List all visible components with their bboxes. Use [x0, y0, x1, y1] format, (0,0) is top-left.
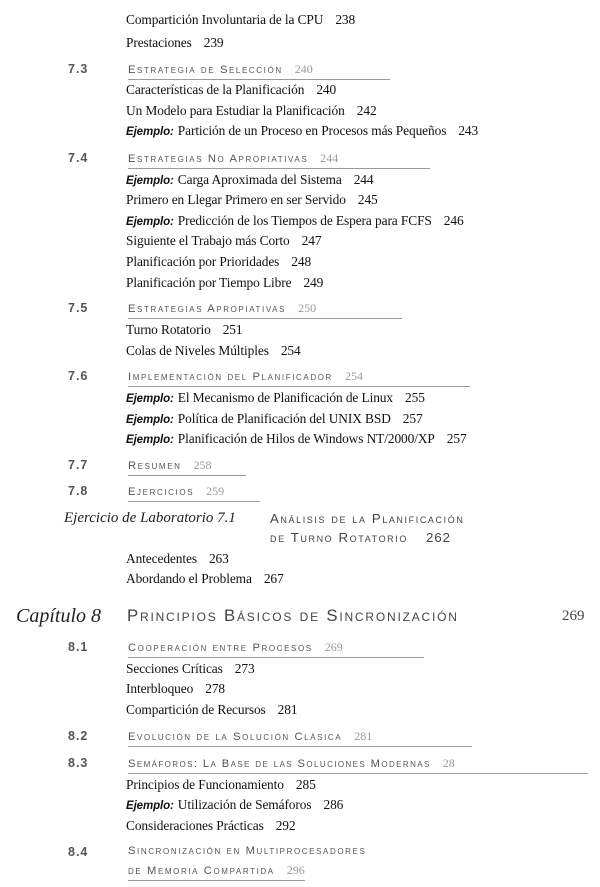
entry-page: 285 [295, 777, 316, 792]
toc-entry[interactable] [126, 322, 242, 338]
section-heading[interactable] [128, 369, 470, 387]
entry-text: Turno Rotatorio [126, 322, 211, 337]
section-heading[interactable] [128, 729, 472, 747]
example-label: Ejemplo: [126, 126, 174, 138]
section-title: Evolución de la Solución Clásica [128, 731, 343, 743]
toc-entry[interactable] [126, 818, 295, 834]
entry-text: El Mecanismo de Planificación de Linux [177, 390, 393, 405]
chapter-page: 269 [562, 608, 585, 624]
example-label: Ejemplo: [126, 216, 174, 228]
entry-text: Características de la Planificación [126, 82, 305, 97]
section-number: 8.3 [68, 756, 89, 770]
example-label: Ejemplo: [126, 175, 174, 187]
toc-entry[interactable] [126, 431, 467, 447]
entry-text: Planificación por Tiempo Libre [126, 275, 292, 290]
entry-text: Abordando el Problema [126, 571, 252, 586]
entry-page: 246 [443, 213, 464, 228]
entry-text: Consideraciones Prácticas [126, 818, 264, 833]
entry-page: 292 [275, 818, 296, 833]
toc-entry[interactable] [126, 571, 284, 587]
lab-exercise-title-line2[interactable] [270, 530, 451, 545]
section-page: 240 [294, 62, 313, 76]
entry-page: 254 [280, 343, 301, 358]
section-number: 7.3 [68, 62, 89, 76]
entry-page: 243 [458, 123, 479, 138]
section-number: 8.4 [68, 845, 89, 859]
section-page: 259 [206, 484, 225, 498]
section-heading[interactable] [128, 640, 424, 658]
section-page: 281 [354, 729, 373, 743]
section-page: 254 [344, 369, 363, 383]
example-label: Ejemplo: [126, 393, 174, 405]
entry-page: 245 [357, 192, 378, 207]
section-title: Estrategias Apropiativas [128, 303, 287, 315]
section-number: 7.5 [68, 301, 89, 315]
entry-page: 239 [203, 35, 224, 50]
section-title: Estrategias No Apropiativas [128, 153, 309, 165]
section-page: 244 [320, 151, 339, 165]
toc-entry[interactable] [126, 343, 301, 359]
entry-text: Planificación de Hilos de Windows NT/2000/XP [177, 431, 435, 446]
entry-text: Partición de un Proceso en Procesos más Pequeños [177, 123, 447, 138]
entry-text: Política de Planificación del UNIX BSD [177, 411, 391, 426]
section-heading[interactable] [128, 301, 402, 319]
entry-text: Compartición Involuntaria de la CPU [126, 12, 324, 27]
lab-exercise-title-line1[interactable]: Análisis de la Planificación [270, 511, 465, 526]
entry-text: Secciones Críticas [126, 661, 223, 676]
entry-text: Compartición de Recursos [126, 702, 266, 717]
chapter-label: Capítulo 8 [16, 605, 102, 627]
entry-text: Interbloqueo [126, 681, 194, 696]
toc-entry[interactable] [126, 254, 311, 270]
entry-text: Un Modelo para Estudiar la Planificación [126, 103, 345, 118]
example-label: Ejemplo: [126, 434, 174, 446]
entry-text: Prestaciones [126, 35, 192, 50]
toc-entry[interactable] [126, 192, 378, 208]
entry-page: 238 [335, 12, 356, 27]
entry-page: 273 [234, 661, 255, 676]
section-number: 7.6 [68, 369, 89, 383]
entry-page: 257 [402, 411, 423, 426]
entry-text: Primero en Llegar Primero en ser Servido [126, 192, 346, 207]
entry-text: Principios de Funcionamiento [126, 777, 284, 792]
toc-entry[interactable] [126, 551, 229, 567]
section-heading-line2[interactable] [128, 863, 305, 881]
entry-page: 248 [291, 254, 312, 269]
section-page: 296 [286, 863, 305, 877]
toc-entry[interactable] [126, 681, 225, 697]
toc-entry[interactable] [126, 12, 355, 28]
entry-page: 247 [301, 233, 322, 248]
section-heading[interactable] [128, 151, 430, 169]
section-title: Resumen [128, 460, 182, 472]
section-number: 8.2 [68, 729, 89, 743]
toc-entry[interactable] [126, 661, 255, 677]
section-page: 250 [298, 301, 317, 315]
section-number: 7.8 [68, 484, 89, 498]
example-label: Ejemplo: [126, 414, 174, 426]
entry-page: 257 [446, 431, 467, 446]
example-label: Ejemplo: [126, 800, 174, 812]
section-number: 7.7 [68, 458, 89, 472]
lab-title-text: de Turno Rotatorio [270, 530, 408, 545]
section-title: Ejercicios [128, 486, 195, 498]
section-page: 269 [324, 640, 343, 654]
toc-entry[interactable] [126, 213, 464, 229]
section-number: 7.4 [68, 151, 89, 165]
entry-text: Colas de Niveles Múltiples [126, 343, 269, 358]
section-heading[interactable] [128, 62, 390, 80]
section-heading[interactable] [128, 484, 260, 502]
entry-page: 255 [405, 390, 425, 405]
toc-entry[interactable] [126, 172, 374, 188]
entry-text: Carga Aproximada del Sistema [177, 172, 342, 187]
entry-page: 278 [205, 681, 226, 696]
section-title: de Memoria Compartida [128, 865, 275, 877]
lab-exercise-label: Ejercicio de Laboratorio 7.1 [64, 510, 236, 526]
section-number: 8.1 [68, 640, 89, 654]
entry-page: 251 [222, 322, 243, 337]
toc-entry[interactable] [126, 103, 377, 119]
section-heading-line1[interactable]: Sincronización en Multiprocesadores [128, 845, 367, 857]
chapter-title[interactable]: Principios Básicos de Sincronización [127, 606, 459, 625]
section-heading[interactable] [128, 756, 588, 774]
toc-entry[interactable] [126, 777, 316, 793]
toc-entry[interactable] [126, 233, 321, 249]
entry-text: Utilización de Semáforos [177, 797, 312, 812]
toc-entry[interactable] [126, 797, 343, 813]
entry-page: 244 [353, 172, 374, 187]
entry-page: 267 [263, 571, 284, 586]
entry-page: 240 [316, 82, 337, 97]
section-title: Semáforos: La Base de las Soluciones Modernas [128, 758, 431, 770]
section-title: Implementación del Planificador [128, 371, 333, 383]
toc-entry[interactable] [126, 35, 224, 51]
section-page: 28 [442, 756, 455, 770]
toc-entry[interactable] [126, 123, 478, 139]
section-title: Cooperación entre Procesos [128, 642, 313, 654]
entry-text: Siguiente el Trabajo más Corto [126, 233, 290, 248]
entry-page: 242 [356, 103, 377, 118]
section-page: 258 [193, 458, 212, 472]
entry-text: Predicción de los Tiempos de Espera para FCFS [177, 213, 432, 228]
toc-entry[interactable] [126, 411, 423, 427]
toc-entry[interactable] [126, 82, 336, 98]
section-title: Estrategia de Selección [128, 64, 283, 76]
toc-entry[interactable] [126, 275, 323, 291]
entry-text: Planificación por Prioridades [126, 254, 280, 269]
section-heading[interactable] [128, 458, 246, 476]
toc-entry[interactable] [126, 390, 425, 406]
entry-page: 281 [277, 702, 298, 717]
toc-entry[interactable] [126, 702, 297, 718]
entry-page: 286 [323, 797, 344, 812]
lab-exercise-page: 262 [425, 530, 451, 545]
entry-page: 263 [208, 551, 229, 566]
entry-page: 249 [303, 275, 324, 290]
entry-text: Antecedentes [126, 551, 197, 566]
